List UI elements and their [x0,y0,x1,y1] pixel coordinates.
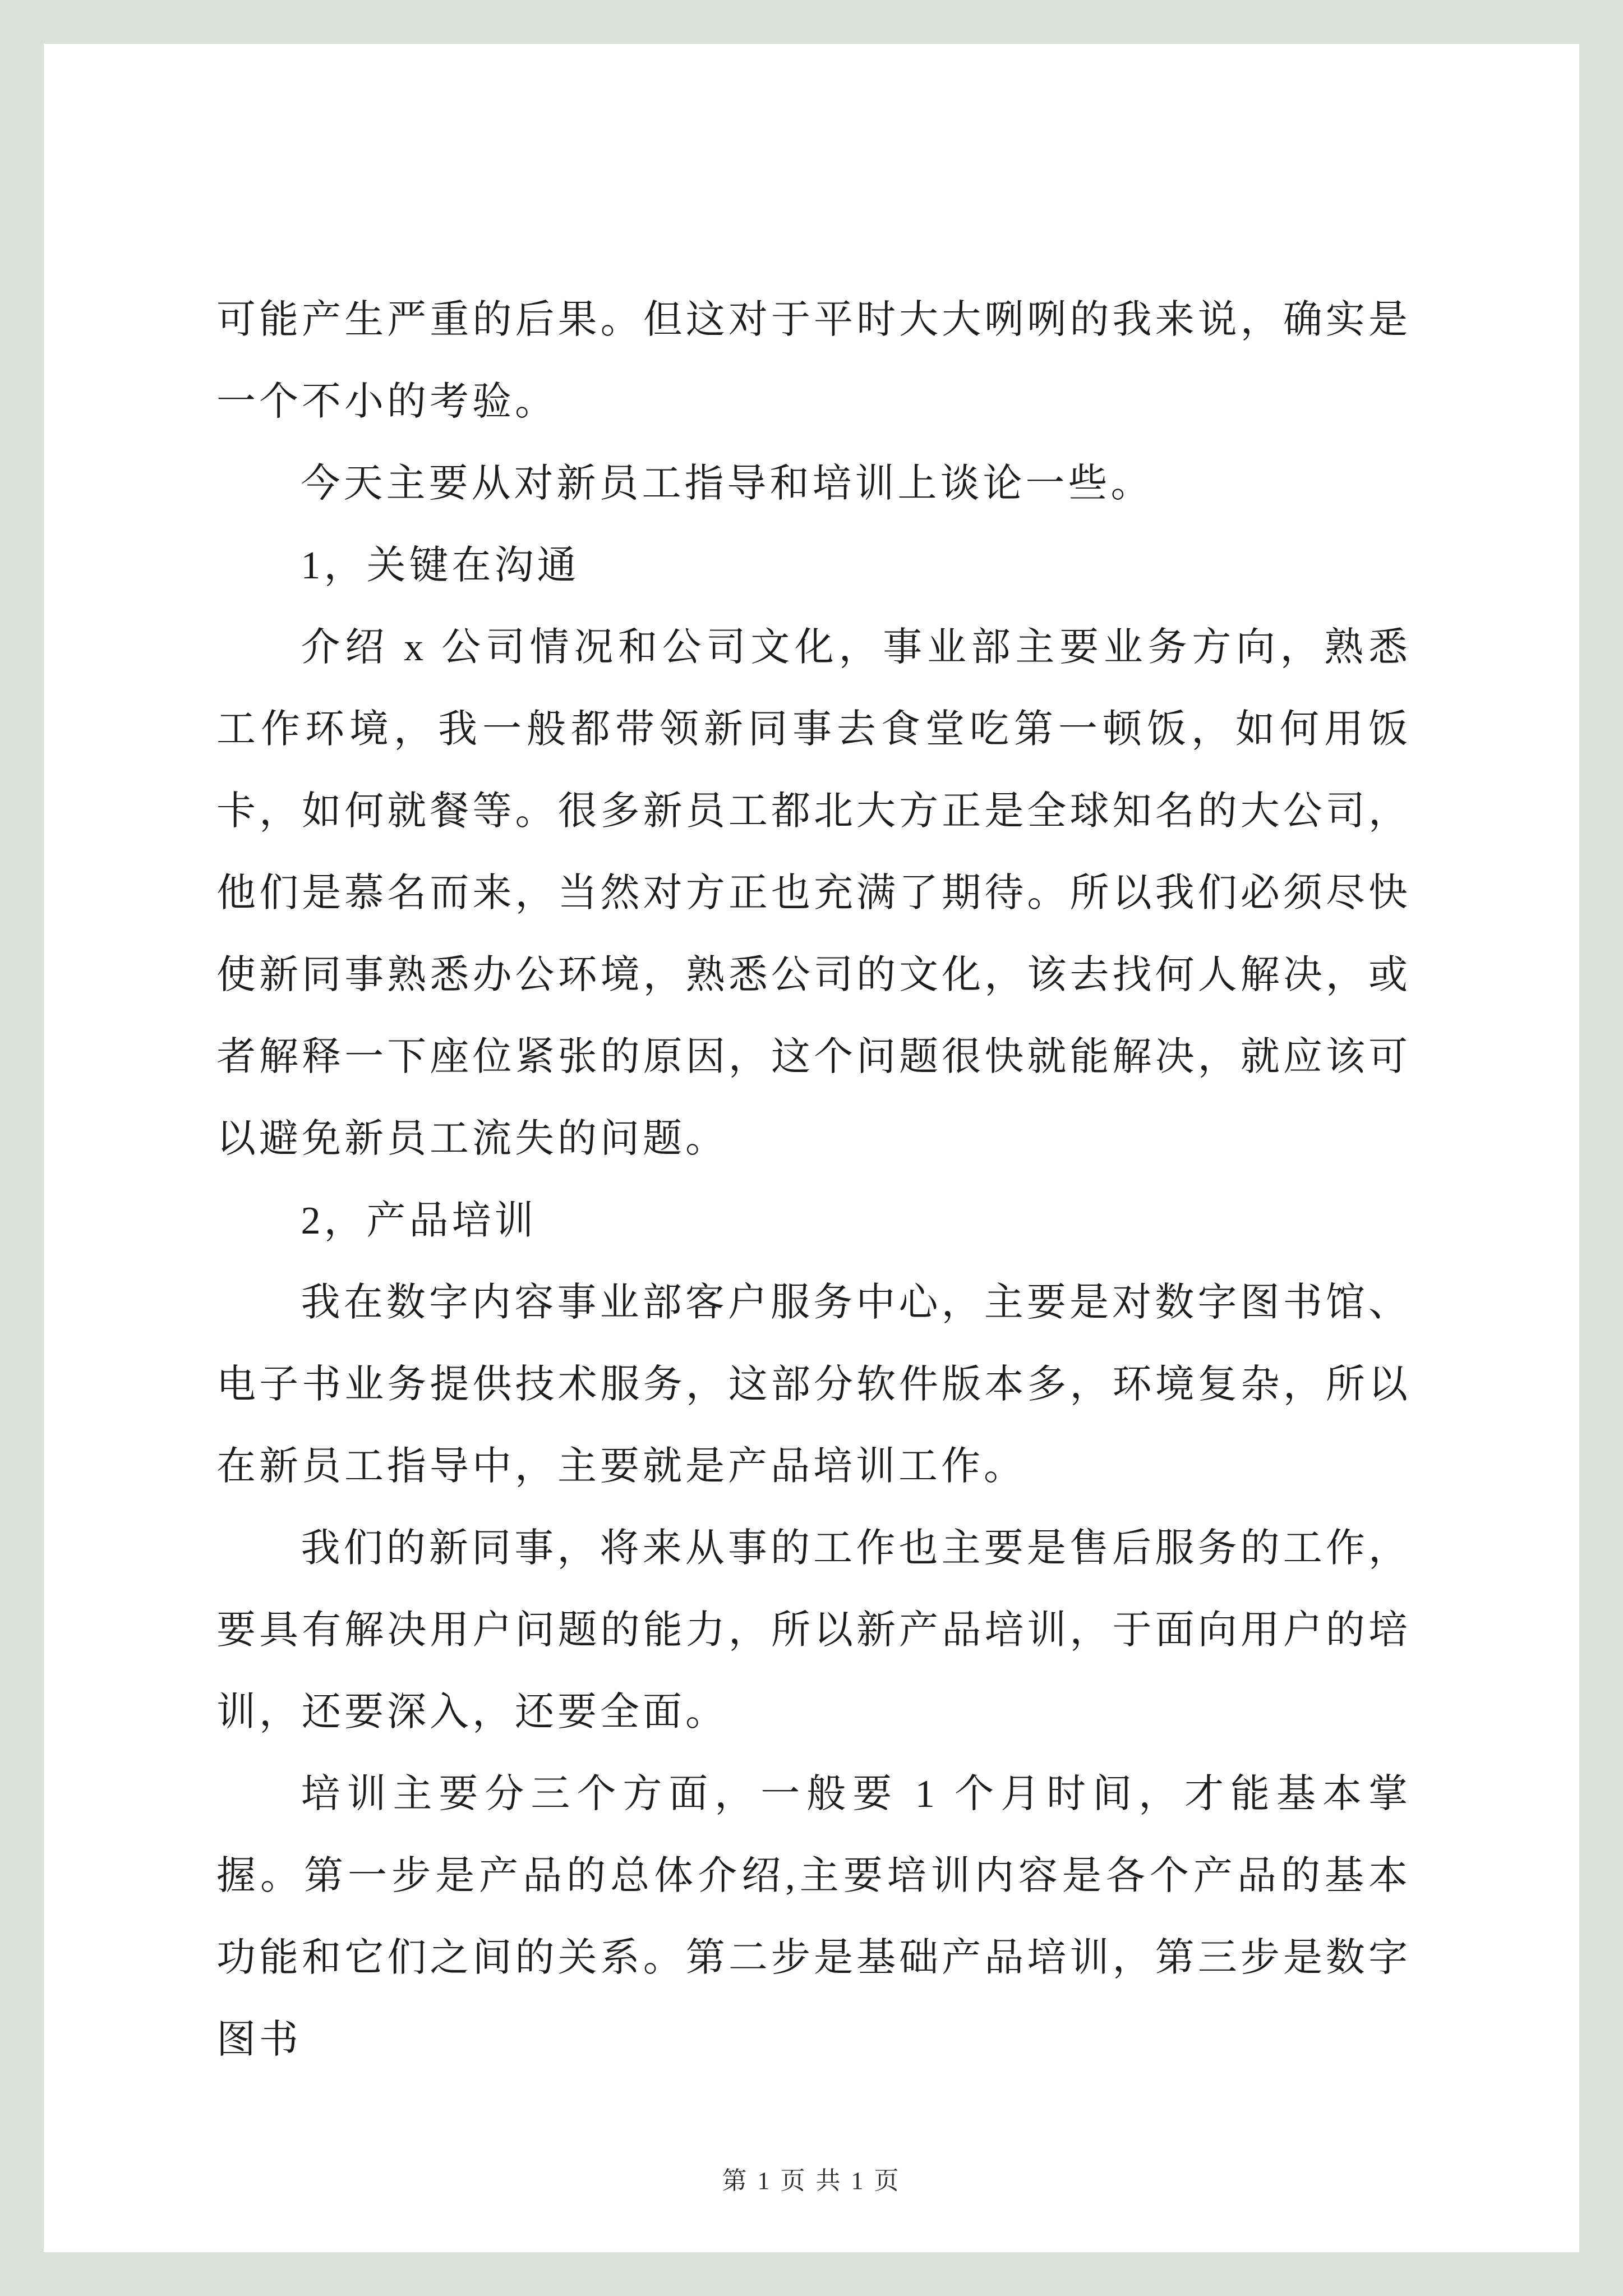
document-page [44,44,1579,2252]
document-body [216,279,1411,2081]
page-footer: 第 1 页 共 1 页 [722,2167,901,2194]
paragraph: 今天主要从对新员工指导和培训上谈论一些。 [301,462,1154,505]
paragraph: 可能产生严重的后果。但这对于平时大大咧咧的我来说，确实是一个不小的考验。 [216,298,1411,424]
paragraph: 介绍 x 公司情况和公司文化，事业部主要业务方向，熟悉工作环境，我一般都带领新同事去食堂吃第一顿饭，如何用饭卡，如何就餐等。很多新员工都北大方正是全球知名的大公司，他们是慕名而来，当然对方正也充满了期待。所以我们必须尽快使新同事熟悉办公环境，熟悉公司的文化，该去找何人解决，或者解释一下座位紧张的原因，这个问题很快就能解决，就应该可以避免新员工流失的问题。 [216,626,1411,1161]
paragraph: 我在数字内容事业部客户服务中心，主要是对数字图书馆、电子书业务提供技术服务，这部分软件版本多，环境复杂，所以在新员工指导中，主要就是产品培训工作。 [216,1281,1411,1488]
paragraph: 培训主要分三个方面，一般要 1 个月时间，才能基本掌握。第一步是产品的总体介绍,主要培训内容是各个产品的基本功能和它们之间的关系。第二步是基础产品培训，第三步是数字图书 [216,1773,1411,2062]
paragraph: 1，关键在沟通 [301,544,580,587]
paragraph: 我们的新同事，将来从事的工作也主要是售后服务的工作，要具有解决用户问题的能力，所以新产品培训，于面向用户的培训，还要深入，还要全面。 [216,1527,1411,1734]
paragraph: 2，产品培训 [301,1199,537,1243]
